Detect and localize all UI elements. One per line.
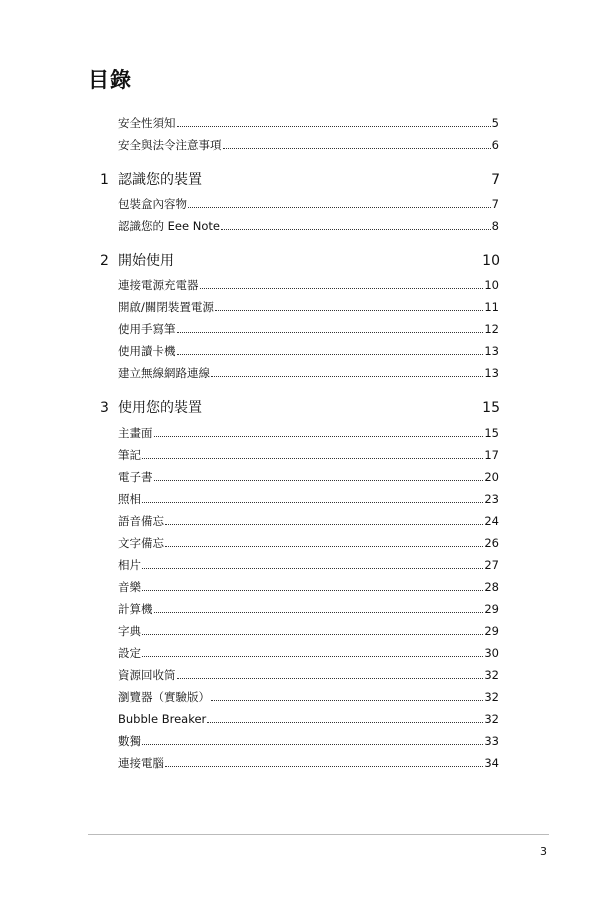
toc-entry-label: 設定: [118, 646, 141, 660]
dot-leader: [142, 743, 483, 745]
toc-entry-page: 30: [484, 646, 499, 660]
toc-entry[interactable]: [118, 366, 499, 380]
toc-entry[interactable]: [118, 734, 499, 748]
toc-entry-label: 資源回收筒: [118, 668, 176, 682]
toc-entry-label: 照相: [118, 492, 141, 506]
dot-leader: [142, 457, 483, 459]
toc-entry[interactable]: [118, 646, 499, 660]
toc-entry[interactable]: [118, 712, 499, 726]
chapter-page: 7: [491, 172, 500, 188]
toc-entry-label: 建立無線網路連線: [118, 366, 210, 380]
toc-entry[interactable]: [118, 624, 499, 638]
toc-entry-page: 13: [484, 344, 499, 358]
toc-entry-label: 計算機: [118, 602, 153, 616]
chapter-heading[interactable]: [100, 399, 500, 417]
toc-entry-page: 32: [484, 668, 499, 682]
toc-entry[interactable]: [118, 756, 499, 770]
toc-entry-page: 6: [491, 138, 499, 152]
toc-entry-label: 主畫面: [118, 426, 153, 440]
dot-leader: [207, 721, 483, 723]
dot-leader: [154, 435, 484, 437]
toc-entry-page: 34: [484, 756, 499, 770]
toc-title: 目錄: [88, 68, 132, 92]
toc-entry-label: 使用讀卡機: [118, 344, 176, 358]
toc-entry-page: 32: [484, 690, 499, 704]
dot-leader: [177, 125, 491, 127]
dot-leader: [142, 655, 483, 657]
dot-leader: [211, 375, 483, 377]
dot-leader: [165, 765, 483, 767]
chapter-number: 3: [100, 400, 109, 416]
chapter-title: 使用您的裝置: [118, 400, 202, 416]
toc-entry-label: 字典: [118, 624, 141, 638]
toc-entry[interactable]: [118, 278, 499, 292]
chapter-heading[interactable]: [100, 171, 500, 189]
chapter-title: 開始使用: [118, 253, 174, 269]
dot-leader: [211, 699, 483, 701]
toc-entry-page: 24: [484, 514, 499, 528]
dot-leader: [154, 479, 484, 481]
dot-leader: [177, 353, 484, 355]
chapter-number: 2: [100, 253, 109, 269]
toc-entry-page: 27: [484, 558, 499, 572]
dot-leader: [142, 501, 483, 503]
toc-entry-page: 12: [484, 322, 499, 336]
toc-entry-label: 數獨: [118, 734, 141, 748]
toc-entry[interactable]: [118, 558, 499, 572]
toc-entry-label: 認識您的 Eee Note: [118, 219, 220, 233]
dot-leader: [221, 228, 491, 230]
toc-entry-page: 17: [484, 448, 499, 462]
chapter-title: 認識您的裝置: [118, 172, 202, 188]
toc-entry[interactable]: [118, 602, 499, 616]
dot-leader: [188, 206, 491, 208]
toc-entry[interactable]: [118, 514, 499, 528]
toc-entry[interactable]: [118, 536, 499, 550]
toc-entry-label: 語音備忘: [118, 514, 164, 528]
toc-entry-page: 10: [484, 278, 499, 292]
toc-entry-label: 開啟/關閉裝置電源: [118, 300, 214, 314]
toc-entry-label: 筆記: [118, 448, 141, 462]
toc-entry[interactable]: [118, 492, 499, 506]
toc-entry[interactable]: [118, 138, 499, 152]
toc-entry-label: Bubble Breaker: [118, 712, 207, 726]
chapter-page: 15: [482, 400, 500, 416]
toc-entry[interactable]: [118, 116, 499, 130]
footer-divider: [88, 834, 549, 835]
toc-entry-label: 音樂: [118, 580, 141, 594]
toc-entry-page: 28: [484, 580, 499, 594]
toc-entry-page: 20: [484, 470, 499, 484]
toc-entry-page: 33: [484, 734, 499, 748]
toc-entry[interactable]: [118, 219, 499, 233]
dot-leader: [142, 567, 483, 569]
toc-entry-label: 連接電源充電器: [118, 278, 199, 292]
toc-entry[interactable]: [118, 426, 499, 440]
dot-leader: [223, 147, 491, 149]
toc-entry-label: 使用手寫筆: [118, 322, 176, 336]
toc-entry-label: 安全性須知: [118, 116, 176, 130]
toc-entry-page: 29: [484, 624, 499, 638]
toc-entry[interactable]: [118, 690, 499, 704]
toc-entry[interactable]: [118, 580, 499, 594]
toc-entry-page: 13: [484, 366, 499, 380]
toc-entry-label: 連接電腦: [118, 756, 164, 770]
chapter-heading[interactable]: [100, 252, 500, 270]
toc-entry[interactable]: [118, 448, 499, 462]
dot-leader: [165, 523, 483, 525]
toc-entry[interactable]: [118, 322, 499, 336]
toc-entry-page: 5: [491, 116, 499, 130]
toc-entry-page: 15: [484, 426, 499, 440]
toc-entry[interactable]: [118, 344, 499, 358]
toc-entry-page: 8: [491, 219, 499, 233]
toc-entry-page: 23: [484, 492, 499, 506]
toc-entry[interactable]: [118, 668, 499, 682]
toc-entry-page: 7: [491, 197, 499, 211]
dot-leader: [154, 611, 484, 613]
toc-entry-label: 瀏覽器（實驗版）: [118, 690, 210, 704]
dot-leader: [142, 633, 483, 635]
dot-leader: [200, 287, 484, 289]
page-number: 3: [540, 845, 547, 858]
toc-entry[interactable]: [118, 197, 499, 211]
toc-entry-page: 32: [484, 712, 499, 726]
toc-entry-label: 電子書: [118, 470, 153, 484]
toc-entry-page: 29: [484, 602, 499, 616]
dot-leader: [215, 309, 483, 311]
toc-entry-label: 文字備忘: [118, 536, 164, 550]
toc-entry-page: 11: [484, 300, 499, 314]
toc-entry-label: 包裝盒內容物: [118, 197, 187, 211]
chapter-number: 1: [100, 172, 109, 188]
toc-entry-label: 安全與法令注意事項: [118, 138, 222, 152]
dot-leader: [142, 589, 483, 591]
toc-entry-page: 26: [484, 536, 499, 550]
chapter-page: 10: [482, 253, 500, 269]
dot-leader: [177, 331, 484, 333]
toc-entry[interactable]: [118, 470, 499, 484]
dot-leader: [165, 545, 483, 547]
dot-leader: [177, 677, 484, 679]
toc-entry-label: 相片: [118, 558, 141, 572]
toc-entry[interactable]: [118, 300, 499, 314]
